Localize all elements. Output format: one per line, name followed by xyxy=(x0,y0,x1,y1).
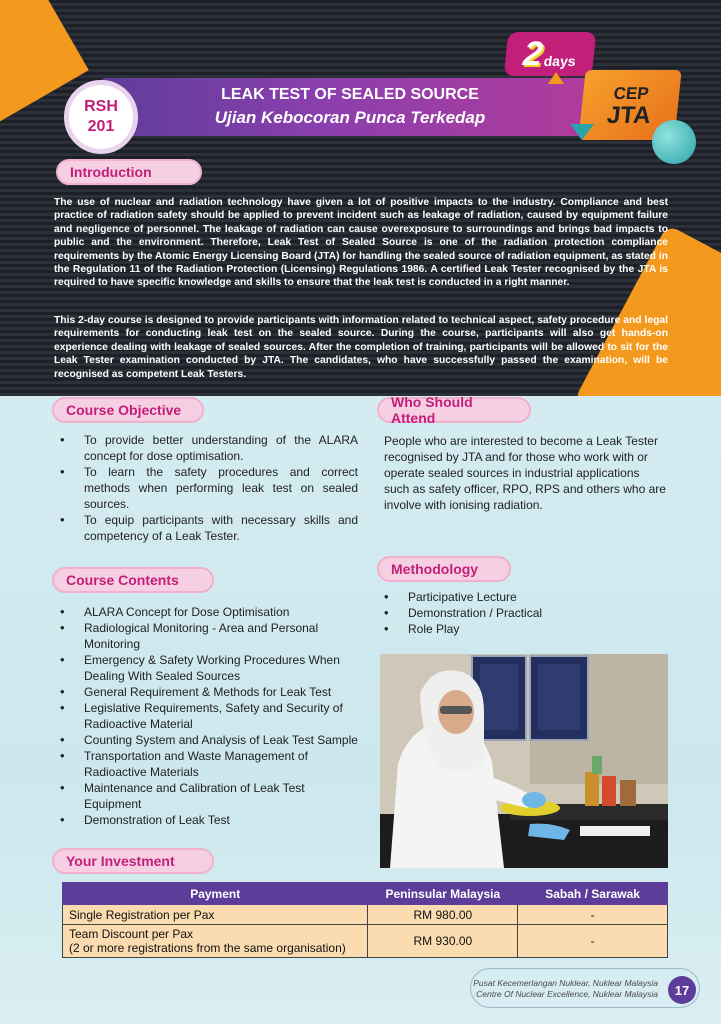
methodology-heading: Methodology xyxy=(377,556,511,582)
lab-photo-illustration xyxy=(380,654,668,868)
list-item: • Demonstration / Practical xyxy=(384,605,668,621)
list-item: • Maintenance and Calibration of Leak Test Equipment xyxy=(60,780,360,812)
footer-text xyxy=(380,978,658,1000)
list-item: • General Requirement & Methods for Leak Test xyxy=(60,684,360,700)
payment-cell-line2: (2 or more registrations from the same organisation) xyxy=(69,941,346,955)
sabah-price-cell: - xyxy=(518,925,668,958)
sabah-price-cell: - xyxy=(518,905,668,925)
table-header-row xyxy=(63,883,668,905)
teal-triangle-decoration xyxy=(570,124,594,140)
table-row xyxy=(63,925,668,958)
payment-cell xyxy=(63,925,368,958)
who-should-attend-text: People who are interested to become a Leak Tester recognised by JTA and for those who work with or operate sealed sources in industrial applications such as safety officer, RPO, RPS and others who are involve with ionising radiation. xyxy=(384,434,666,512)
column-header-sabah-sarawak: Sabah / Sarawak xyxy=(518,883,668,905)
course-contents-heading: Course Contents xyxy=(52,567,214,593)
column-header-peninsular: Peninsular Malaysia xyxy=(368,883,518,905)
duration-badge xyxy=(504,32,597,76)
course-code-line2: 201 xyxy=(87,118,115,135)
badge-line1: CEP xyxy=(612,84,650,103)
teal-sphere-decoration xyxy=(652,120,696,164)
list-item: • ALARA Concept for Dose Optimisation xyxy=(60,604,360,620)
course-contents-list xyxy=(60,604,360,828)
list-item: • Participative Lecture xyxy=(384,589,668,605)
investment-heading: Your Investment xyxy=(52,848,214,874)
list-item: • Radiological Monitoring - Area and Personal Monitoring xyxy=(60,620,360,652)
column-header-payment: Payment xyxy=(63,883,368,905)
who-should-attend-heading: Who Should Attend xyxy=(377,397,531,423)
peninsular-price-cell: RM 930.00 xyxy=(368,925,518,958)
page-number: 17 xyxy=(668,976,696,1004)
list-item: • Role Play xyxy=(384,621,668,637)
list-item: • To learn the safety procedures and correct methods when performing leak test on sealed sources. xyxy=(60,464,358,512)
introduction-heading: Introduction xyxy=(56,159,202,185)
investment-table xyxy=(62,882,668,958)
list-item: • Legislative Requirements, Safety and Security of Radioactive Material xyxy=(60,700,360,732)
payment-cell-line1: Team Discount per Pax xyxy=(69,927,194,941)
list-item: • Transportation and Waste Management of Radioactive Materials xyxy=(60,748,360,780)
course-objective-list xyxy=(60,432,358,544)
list-item: • To equip participants with necessary skills and competency of a Leak Tester. xyxy=(60,512,358,544)
course-code-badge xyxy=(64,80,138,154)
course-objective-heading: Course Objective xyxy=(52,397,204,423)
duration-number: 2 xyxy=(521,34,545,73)
peninsular-price-cell: RM 980.00 xyxy=(368,905,518,925)
introduction-paragraph-1: The use of nuclear and radiation technology have given a lot of positive impacts to the industry. Compliance and best practice of radiation safety should be applied to prevent incident such as leakage of radiation, caused by equipment failure and negligence of personnel. The leakage of radiation can cause overexposure to surroundings and brings bad impacts to public and the environment. Therefore, Leak Test of Sealed Source is one of the radiation protection compliance requirements by the Atomic Energy Licensing Board (JTA) for handling the sealed source of radiation equipment, as stated in the Regulation 11 of the Radiation Protection (Licensing) Regulations 1986. A certified Leak Tester recognised by the JTA is required to have specific knowledge and skills to ensure that the leak test is conducted in a right manner. xyxy=(54,197,668,289)
orange-triangle-decoration xyxy=(548,72,564,84)
table-row xyxy=(63,905,668,925)
list-item: • To provide better understanding of the ALARA concept for dose optimisation. xyxy=(60,432,358,464)
list-item: • Emergency & Safety Working Procedures When Dealing With Sealed Sources xyxy=(60,652,360,684)
methodology-list xyxy=(384,589,668,637)
course-code-line1: RSH xyxy=(84,98,118,115)
footer-line2: Centre Of Nuclear Excellence, Nuklear Malaysia xyxy=(476,989,658,999)
list-item: • Counting System and Analysis of Leak Test Sample xyxy=(60,732,360,748)
course-title: LEAK TEST OF SEALED SOURCE xyxy=(221,86,479,103)
badge-line2: JTA xyxy=(605,102,653,129)
footer-line1: Pusat Kecemerlangan Nuklear, Nuklear Malaysia xyxy=(473,978,658,988)
payment-cell: Single Registration per Pax xyxy=(63,905,368,925)
lab-photo xyxy=(380,654,668,868)
duration-unit: days xyxy=(542,53,577,69)
introduction-paragraph-2: This 2-day course is designed to provide participants with information related to technical aspect, safety procedure and legal requirements for conducting leak test on the sealed source. During the course, participants will also get hands-on experience dealing with leakage of sealed sources. After the completion of training, participants will be allowed to sit for the Leak Tester examination conducted by JTA. The candidates, who have successfully passed the examination, will be recognised as competent Leak Testers. xyxy=(54,315,668,380)
list-item: • Demonstration of Leak Test xyxy=(60,812,360,828)
course-subtitle: Ujian Kebocoran Punca Terkedap xyxy=(214,108,486,127)
